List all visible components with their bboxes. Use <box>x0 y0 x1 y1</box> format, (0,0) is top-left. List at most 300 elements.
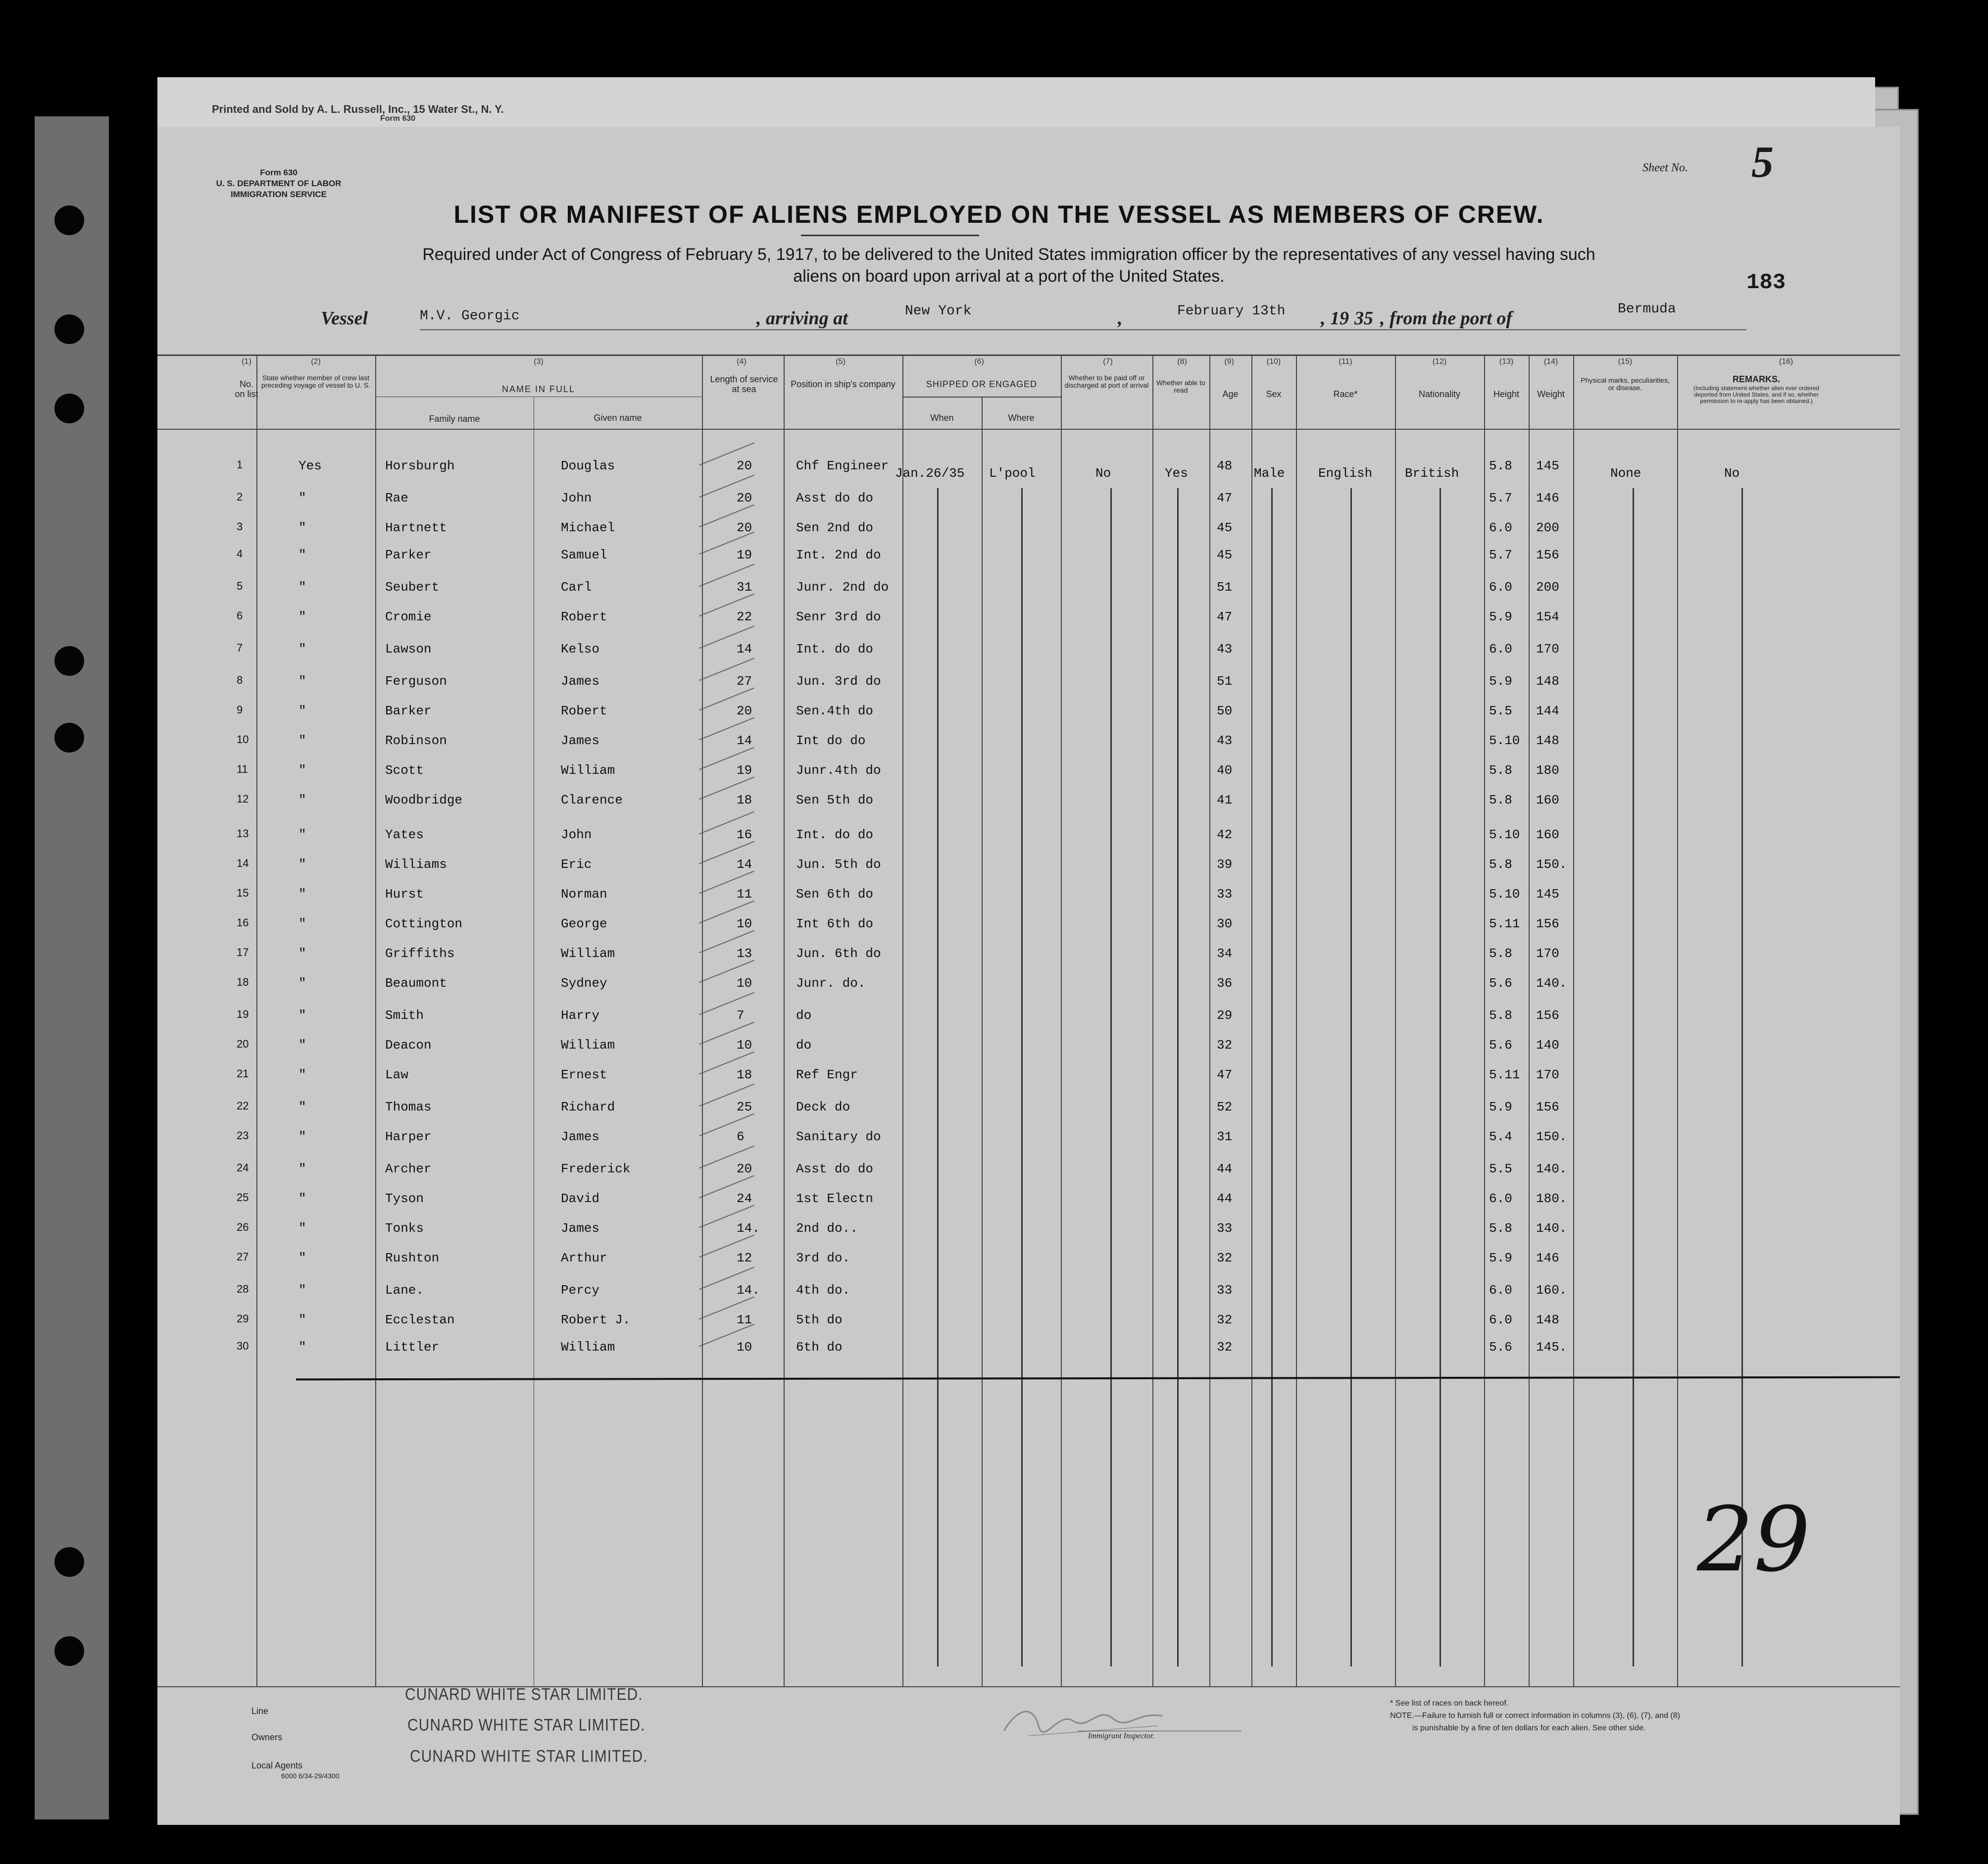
print-code: 6000 6/34-29/4300 <box>281 1772 340 1780</box>
age: 33 <box>1217 1221 1233 1236</box>
height: 6.0 <box>1489 642 1512 656</box>
row-number: 18 <box>237 976 249 988</box>
given-name: Arthur <box>561 1251 607 1265</box>
weight: 160 <box>1536 827 1559 842</box>
position: Junr. 2nd do <box>796 580 889 595</box>
department-label: U. S. DEPARTMENT OF LABOR <box>216 179 342 188</box>
height: 5.5 <box>1489 704 1512 718</box>
length-of-service: 14 <box>737 857 752 872</box>
prev-voyage: " <box>298 491 306 505</box>
length-of-service: 22 <box>737 609 752 624</box>
row-number: 24 <box>237 1161 249 1174</box>
age: 30 <box>1217 916 1233 931</box>
handwritten-total: 29 <box>1697 1488 1811 1592</box>
age: 45 <box>1217 520 1233 535</box>
binder-hole <box>54 723 84 753</box>
vessel-name: M.V. Georgic <box>420 308 520 324</box>
weight: 144 <box>1536 704 1559 718</box>
binder-strip <box>35 116 109 1819</box>
year-prefix: , 19 <box>1321 308 1349 329</box>
weight: 156 <box>1536 916 1559 931</box>
row-number: 22 <box>237 1100 249 1112</box>
header-when: When <box>930 413 954 423</box>
family-name: Rae <box>385 491 408 505</box>
vessel-line <box>321 302 1746 332</box>
given-name: William <box>561 1340 615 1355</box>
prev-voyage: Yes <box>298 458 322 473</box>
prev-voyage: " <box>298 1161 306 1176</box>
row-number: 25 <box>237 1191 249 1204</box>
header-paid-off: Whether to be paid off or discharged at port of arrival <box>1064 374 1149 389</box>
col-number: (1) <box>242 357 251 366</box>
position: Sen.4th do <box>796 704 874 718</box>
given-name: William <box>561 946 615 961</box>
header-prev-voyage: State whether member of crew last preceding voyage of vessel to U. S. <box>261 374 371 389</box>
age: 43 <box>1217 733 1233 748</box>
given-name: Robert <box>561 609 607 624</box>
length-of-service: 14 <box>737 642 752 656</box>
ditto-line <box>1350 488 1352 1666</box>
binder-hole <box>54 205 84 235</box>
subtitle-2: aliens on board upon arrival at a port of the United States. <box>793 267 1225 286</box>
height: 5.6 <box>1489 1340 1512 1355</box>
family-name: Woodbridge <box>385 793 463 807</box>
given-name: John <box>561 491 592 505</box>
given-name: William <box>561 763 615 778</box>
family-name: Archer <box>385 1161 432 1176</box>
length-of-service: 18 <box>737 793 752 807</box>
given-name: James <box>561 733 600 748</box>
col-number: (9) <box>1224 357 1234 366</box>
binder-hole <box>54 1636 84 1666</box>
form-number-top: Form 630 <box>380 114 416 123</box>
position: Chf Engineer <box>796 458 889 473</box>
vessel-underline <box>420 329 1746 330</box>
given-name: Clarence <box>561 793 623 807</box>
arriving-label: , arriving at <box>756 308 848 329</box>
weight: 148 <box>1536 674 1559 689</box>
prev-voyage: " <box>298 704 306 718</box>
row-number: 15 <box>237 887 249 899</box>
family-name: Law <box>385 1067 408 1082</box>
age: 43 <box>1217 642 1233 656</box>
weight: 170 <box>1536 642 1559 656</box>
table-row <box>157 827 1900 847</box>
height: 5.9 <box>1489 674 1512 689</box>
ditto-line <box>1271 488 1273 1666</box>
weight: 170 <box>1536 1067 1559 1082</box>
sex-value: Male <box>1254 466 1285 481</box>
ditto-line <box>1633 488 1634 1666</box>
position: Ref Engr <box>796 1067 858 1082</box>
position: 3rd do. <box>796 1251 850 1265</box>
prev-voyage: " <box>298 548 306 562</box>
col-number: (15) <box>1618 357 1633 366</box>
year-suffix: 35 <box>1354 308 1373 329</box>
prev-voyage: " <box>298 1251 306 1265</box>
shipped-when: Jan.26/35 <box>895 466 965 481</box>
row-number: 11 <box>237 763 248 775</box>
given-name: Harry <box>561 1008 600 1023</box>
family-name: Griffiths <box>385 946 455 961</box>
position: Jun. 6th do <box>796 946 881 961</box>
height: 5.8 <box>1489 458 1512 473</box>
col-number: (4) <box>737 357 746 366</box>
height: 5.9 <box>1489 1100 1512 1114</box>
weight: 160 <box>1536 793 1559 807</box>
family-name: Lawson <box>385 642 432 656</box>
arriving-port: New York <box>905 303 972 319</box>
weight: 180. <box>1536 1191 1567 1206</box>
length-of-service: 27 <box>737 674 752 689</box>
weight: 140. <box>1536 1221 1567 1236</box>
col-number: (11) <box>1339 357 1352 366</box>
length-of-service: 20 <box>737 491 752 505</box>
prev-voyage: " <box>298 1067 306 1082</box>
age: 32 <box>1217 1312 1233 1327</box>
position: Int do do <box>796 733 866 748</box>
agents-label: Local Agents <box>251 1761 303 1770</box>
age: 40 <box>1217 763 1233 778</box>
given-name: William <box>561 1038 615 1053</box>
position: Junr.4th do <box>796 763 881 778</box>
ditto-line <box>1440 488 1441 1666</box>
prev-voyage: " <box>298 887 306 902</box>
table-row <box>157 763 1900 783</box>
given-name: George <box>561 916 607 931</box>
prev-voyage: " <box>298 733 306 748</box>
family-name: Robinson <box>385 733 447 748</box>
given-name: John <box>561 827 592 842</box>
position: Sen 5th do <box>796 793 874 807</box>
age: 39 <box>1217 857 1233 872</box>
family-name: Lane. <box>385 1283 424 1298</box>
length-of-service: 31 <box>737 580 752 595</box>
prev-voyage: " <box>298 857 306 872</box>
table-row <box>157 609 1900 629</box>
position: Jun. 3rd do <box>796 674 881 689</box>
family-name: Rushton <box>385 1251 440 1265</box>
position: Sen 6th do <box>796 887 874 902</box>
comma: , <box>1118 308 1123 329</box>
height: 5.8 <box>1489 763 1512 778</box>
length-of-service: 16 <box>737 827 752 842</box>
family-name: Cromie <box>385 609 432 624</box>
row-number: 10 <box>237 733 249 746</box>
table-row <box>157 793 1900 812</box>
manifest-title: LIST OR MANIFEST OF ALIENS EMPLOYED ON THE VESSEL AS MEMBERS OF CREW. <box>453 201 1544 228</box>
table-row <box>157 580 1900 600</box>
age: 44 <box>1217 1161 1233 1176</box>
age: 45 <box>1217 548 1233 562</box>
family-name: Beaumont <box>385 976 447 991</box>
row-number: 20 <box>237 1038 249 1050</box>
prev-voyage: " <box>298 609 306 624</box>
header-length-of-service: Length of service at sea <box>710 374 778 394</box>
weight: 148 <box>1536 1312 1559 1327</box>
table-row <box>157 1100 1900 1119</box>
position: do <box>796 1038 812 1053</box>
row-number: 27 <box>237 1251 249 1263</box>
owners-stamp: CUNARD WHITE STAR LIMITED. <box>407 1715 646 1735</box>
given-name: Percy <box>561 1283 600 1298</box>
agents-stamp: CUNARD WHITE STAR LIMITED. <box>410 1747 648 1766</box>
header-where: Where <box>1008 413 1035 423</box>
position: Asst do do <box>796 1161 874 1176</box>
given-name: Samuel <box>561 548 607 562</box>
given-name: Richard <box>561 1100 615 1114</box>
crew-rows <box>157 458 1900 1686</box>
prev-voyage: " <box>298 674 306 689</box>
header-shipped-or-engaged: SHIPPED OR ENGAGED <box>926 379 1038 389</box>
height: 6.0 <box>1489 520 1512 535</box>
given-name: Carl <box>561 580 592 595</box>
given-name: Eric <box>561 857 592 872</box>
table-row <box>157 704 1900 723</box>
height: 6.0 <box>1489 1191 1512 1206</box>
table-row <box>157 642 1900 661</box>
position: Int. do do <box>796 827 874 842</box>
table-row <box>157 674 1900 694</box>
family-name: Williams <box>385 857 447 872</box>
family-name: Parker <box>385 548 432 562</box>
height: 5.11 <box>1489 916 1520 931</box>
binder-hole <box>54 314 84 344</box>
age: 42 <box>1217 827 1233 842</box>
height: 6.0 <box>1489 1283 1512 1298</box>
prev-voyage: " <box>298 580 306 595</box>
age: 47 <box>1217 609 1233 624</box>
given-name: James <box>561 1221 600 1236</box>
length-of-service: 14. <box>737 1221 760 1236</box>
fine-note-2: is punishable by a fine of ten dollars for each alien. See other side. <box>1412 1724 1646 1732</box>
row-number: 16 <box>237 916 249 929</box>
col-number: (14) <box>1543 357 1558 366</box>
height: 5.10 <box>1489 887 1520 902</box>
height: 5.8 <box>1489 793 1512 807</box>
height: 5.6 <box>1489 1038 1512 1053</box>
length-of-service: 6 <box>737 1129 745 1144</box>
col-number: (10) <box>1266 357 1281 366</box>
family-name: Yates <box>385 827 424 842</box>
prev-voyage: " <box>298 1008 306 1023</box>
family-name: Hurst <box>385 887 424 902</box>
length-of-service: 24 <box>737 1191 752 1206</box>
header-height: Height <box>1493 389 1520 399</box>
length-of-service: 20 <box>737 704 752 718</box>
given-name: Norman <box>561 887 607 902</box>
position: 2nd do.. <box>796 1221 858 1236</box>
position: 5th do <box>796 1312 843 1327</box>
service-label: IMMIGRATION SERVICE <box>231 190 327 199</box>
shipped-where: L'pool <box>989 466 1036 481</box>
position: 4th do. <box>796 1283 850 1298</box>
sheet-label: Sheet No. <box>1642 161 1688 174</box>
length-of-service: 19 <box>737 763 752 778</box>
age: 29 <box>1217 1008 1233 1023</box>
table-row <box>157 1038 1900 1058</box>
form-block <box>197 167 360 200</box>
family-name: Deacon <box>385 1038 432 1053</box>
length-of-service: 12 <box>737 1251 752 1265</box>
header-sex: Sex <box>1266 389 1282 399</box>
age: 48 <box>1217 458 1233 473</box>
weight: 156 <box>1536 1100 1559 1114</box>
owners-label: Owners <box>251 1732 283 1742</box>
prev-voyage: " <box>298 1100 306 1114</box>
form-label: Form 630 <box>260 168 298 177</box>
prev-voyage: " <box>298 520 306 535</box>
height: 5.9 <box>1489 609 1512 624</box>
header-family-name: Family name <box>429 414 480 424</box>
races-note: * See list of races on back hereof. <box>1390 1699 1509 1708</box>
height: 5.10 <box>1489 827 1520 842</box>
weight: 156 <box>1536 1008 1559 1023</box>
given-name: Michael <box>561 520 615 535</box>
prev-voyage: " <box>298 916 306 931</box>
family-name: Hartnett <box>385 520 447 535</box>
age: 33 <box>1217 1283 1233 1298</box>
line-label: Line <box>251 1706 269 1716</box>
row-number: 5 <box>237 580 243 592</box>
weight: 140. <box>1536 976 1567 991</box>
table-row <box>157 916 1900 936</box>
prev-voyage: " <box>298 1340 306 1355</box>
position: Jun. 5th do <box>796 857 881 872</box>
height: 5.7 <box>1489 491 1512 505</box>
given-name: Robert J. <box>561 1312 631 1327</box>
col-number: (7) <box>1103 357 1113 366</box>
table-row <box>157 1251 1900 1270</box>
underlying-sheet-edge <box>157 77 1875 127</box>
age: 47 <box>1217 491 1233 505</box>
header-weight: Weight <box>1537 389 1565 399</box>
age: 36 <box>1217 976 1233 991</box>
age: 44 <box>1217 1191 1233 1206</box>
age: 50 <box>1217 704 1233 718</box>
age: 33 <box>1217 887 1233 902</box>
col-number: (8) <box>1177 357 1187 366</box>
row-number: 13 <box>237 827 249 840</box>
col-number: (16) <box>1779 357 1793 366</box>
age: 32 <box>1217 1251 1233 1265</box>
age: 31 <box>1217 1129 1233 1144</box>
table-top-rule <box>157 354 1900 356</box>
row-number: 28 <box>237 1283 249 1295</box>
page-number: 183 <box>1746 270 1786 295</box>
table-row <box>157 548 1900 567</box>
row-number: 9 <box>237 704 243 716</box>
row-number: 19 <box>237 1008 249 1020</box>
position: 6th do <box>796 1340 843 1355</box>
prev-voyage: " <box>298 1283 306 1298</box>
header-nationality: Nationality <box>1418 389 1461 399</box>
given-name: Kelso <box>561 642 600 656</box>
prev-voyage: " <box>298 1221 306 1236</box>
length-of-service: 10 <box>737 1038 752 1053</box>
header-position: Position in ship's company <box>791 379 895 389</box>
row-number: 23 <box>237 1129 249 1142</box>
height: 5.8 <box>1489 1221 1512 1236</box>
position: Int. do do <box>796 642 874 656</box>
given-name: James <box>561 674 600 689</box>
height: 5.5 <box>1489 1161 1512 1176</box>
length-of-service: 10 <box>737 1340 752 1355</box>
family-name: Ferguson <box>385 674 447 689</box>
position: Sanitary do <box>796 1129 881 1144</box>
manifest-page <box>157 103 1900 1825</box>
given-name: Douglas <box>561 458 615 473</box>
family-name: Smith <box>385 1008 424 1023</box>
col-number: (2) <box>311 357 321 366</box>
length-of-service: 20 <box>737 458 752 473</box>
weight: 200 <box>1536 520 1559 535</box>
table-row <box>157 1067 1900 1087</box>
length-of-service: 20 <box>737 1161 752 1176</box>
weight: 200 <box>1536 580 1559 595</box>
header-age: Age <box>1222 389 1239 399</box>
race-value: English <box>1318 466 1373 481</box>
weight: 146 <box>1536 1251 1559 1265</box>
inspector-label: Immigrant Inspector. <box>1088 1732 1155 1740</box>
weight: 154 <box>1536 609 1559 624</box>
row-number: 7 <box>237 642 243 654</box>
col-number: (12) <box>1432 357 1447 366</box>
position: 1st Electn <box>796 1191 874 1206</box>
subtitle-1: Required under Act of Congress of February 5, 1917, to be delivered to the United States immigration officer by the representatives of any vessel having such <box>422 245 1595 264</box>
weight: 150. <box>1536 1129 1567 1144</box>
length-of-service: 10 <box>737 976 752 991</box>
length-of-service: 11 <box>737 1312 752 1327</box>
prev-voyage: " <box>298 1191 306 1206</box>
family-name: Horsburgh <box>385 458 455 473</box>
position: Junr. do. <box>796 976 866 991</box>
weight: 145. <box>1536 1340 1567 1355</box>
prev-voyage: " <box>298 1038 306 1053</box>
height: 5.6 <box>1489 976 1512 991</box>
table-row <box>157 733 1900 753</box>
table-row <box>157 1312 1900 1332</box>
row-number: 17 <box>237 946 249 958</box>
printer-line: Printed and Sold by A. L. Russell, Inc., 15 Water St., N. Y. <box>212 103 504 115</box>
length-of-service: 25 <box>737 1100 752 1114</box>
sheet-number: 5 <box>1751 138 1774 187</box>
prev-voyage: " <box>298 793 306 807</box>
table-row <box>157 976 1900 996</box>
table-row <box>157 1129 1900 1149</box>
length-of-service: 14. <box>737 1283 760 1298</box>
weight: 140. <box>1536 1161 1567 1176</box>
prev-voyage: " <box>298 976 306 991</box>
nationality-value: British <box>1405 466 1459 481</box>
age: 51 <box>1217 674 1233 689</box>
row-number: 30 <box>237 1340 249 1352</box>
table-row <box>157 491 1900 510</box>
header-remarks: REMARKS. <box>1732 374 1780 384</box>
age: 52 <box>1217 1100 1233 1114</box>
length-of-service: 14 <box>737 733 752 748</box>
weight: 145 <box>1536 458 1559 473</box>
table-row <box>157 887 1900 907</box>
row-number: 1 <box>237 458 243 471</box>
position: Asst do do <box>796 491 874 505</box>
age: 34 <box>1217 946 1233 961</box>
vessel-label: Vessel <box>321 308 368 329</box>
length-of-service: 7 <box>737 1008 745 1023</box>
family-name: Scott <box>385 763 424 778</box>
position: Int. 2nd do <box>796 548 881 562</box>
binder-hole <box>54 646 84 676</box>
